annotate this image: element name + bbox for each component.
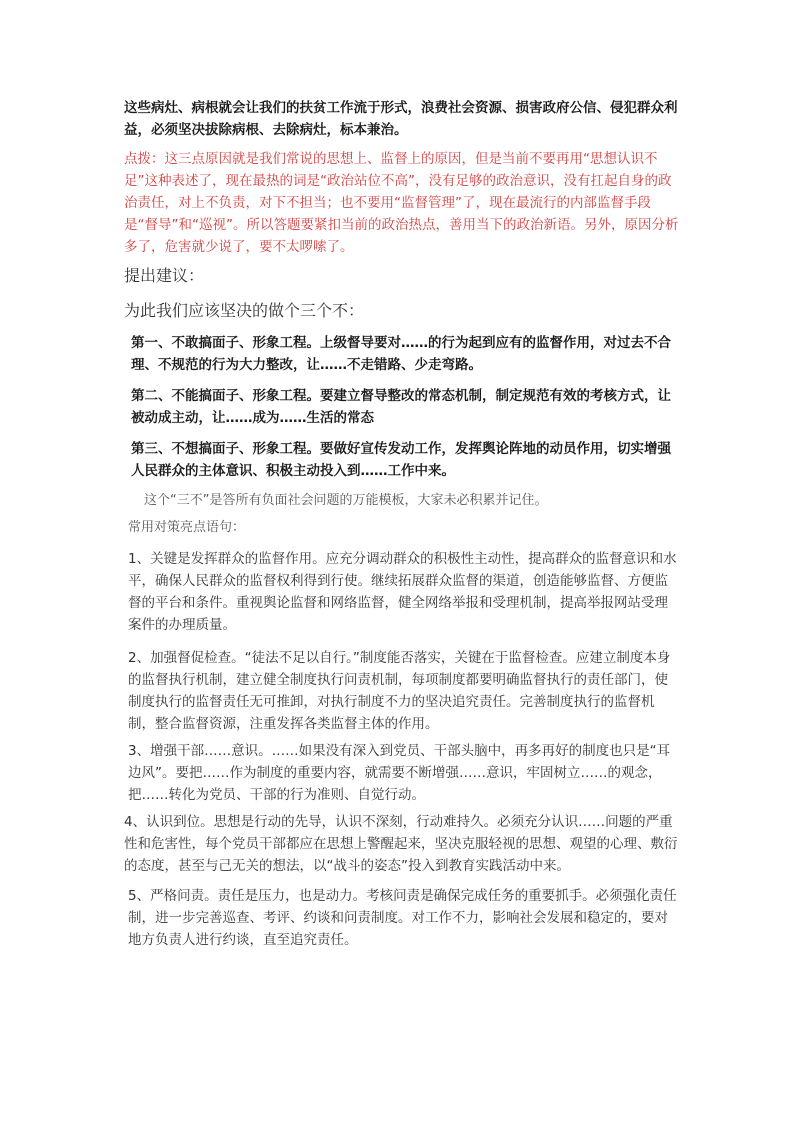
suggestion-heading: 提出建议：	[124, 266, 205, 285]
tip-paragraph: 点拨：这三点原因就是我们常说的思想上、监督上的原因，但是当前不要再用“思想认识不足”这种表述了，现在最热的词是“政治站位不高”，没有足够的政治意识，没有扛起自身的政治责任，对上不负责，对下不担当；也不要用“监督管理”了，现在最流行的内部监督手段是“督导”和“巡视”。所以答题要紧扣当前的政治热点，善用当下的政治新语。另外，原因分析多了，危害就少说了，要不太啰嗦了。	[124, 151, 679, 255]
point-first: 第一、不敢搞面子、形象工程。上级督导要对……的行为起到应有的监督作用，对过去不合理、不规范的行为大力整改，让……不走错路、少走弯路。	[131, 335, 671, 373]
template-note: 这个“三不”是答所有负面社会问题的万能模板，大家未必积累并记住。	[144, 493, 548, 508]
point-second: 第二、不能搞面子、形象工程。要建立督导整改的常态机制，制定规范有效的考核方式，让被动成主动，让……成为……生活的常态	[131, 388, 671, 426]
list-item-2: 2、加强督促检查。“徒法不足以自行。”制度能否落实，关键在于监督检查。应建立制度本身的监督执行机制，建立健全制度执行问责机制，每项制度都要明确监督执行的责任部门，使制度执行的监督责任无可推卸，对执行制度不力的坚决追究责任。完善制度执行的监督机制，整合监督资源，注重发挥各类监督主体的作用。	[128, 650, 671, 732]
list-item-3: 3、增强干部……意识。……如果没有深入到党员、干部头脑中，再多再好的制度也只是“耳边风”。要把……作为制度的重要内容，就需要不断增强……意识，牢固树立……的观念，把……转化为党员、干部的行为准则、自觉行动。	[128, 743, 671, 803]
point-third: 第三、不想搞面子、形象工程。要做好宣传发动工作，发挥舆论阵地的动员作用，切实增强人民群众的主体意识、积极主动投入到……工作中来。	[131, 441, 671, 479]
list-item-1: 1、关键是发挥群众的监督作用。应充分调动群众的积极性主动性，提高群众的监督意识和水平，确保人民群众的监督权利得到行使。继续拓展群众监督的渠道，创造能够监督、方便监督的平台和条件。重视舆论监督和网络监督，健全网络举报和受理机制，提高举报网站受理案件的办理质量。	[128, 551, 677, 633]
three-no-heading: 为此我们应该坚决的做个三个不：	[124, 301, 365, 320]
list-item-5: 5、严格问责。责任是压力，也是动力。考核问责是确保完成任务的重要抓手。必须强化责任制，进一步完善巡查、考评、约谈和问责制度。对工作不力，影响社会发展和稳定的，要对地方负责人进行约谈，直至追究责任。	[128, 888, 677, 948]
phrases-title: 常用对策亮点语句：	[128, 520, 246, 535]
list-item-4: 4、认识到位。思想是行动的先导，认识不深刻，行动难持久。必须充分认识……问题的严重性和危害性，每个党员干部都应在思想上警醒起来，坚决克服轻视的思想、观望的心理、敷衍的态度，甚至与己无关的想法，以“战斗的姿态”投入到教育实践活动中来。	[124, 814, 678, 874]
intro-paragraph: 这些病灶、病根就会让我们的扶贫工作流于形式，浪费社会资源、损害政府公信、侵犯群众利益，必须坚决拔除病根、去除病灶，标本兼治。	[124, 100, 678, 138]
